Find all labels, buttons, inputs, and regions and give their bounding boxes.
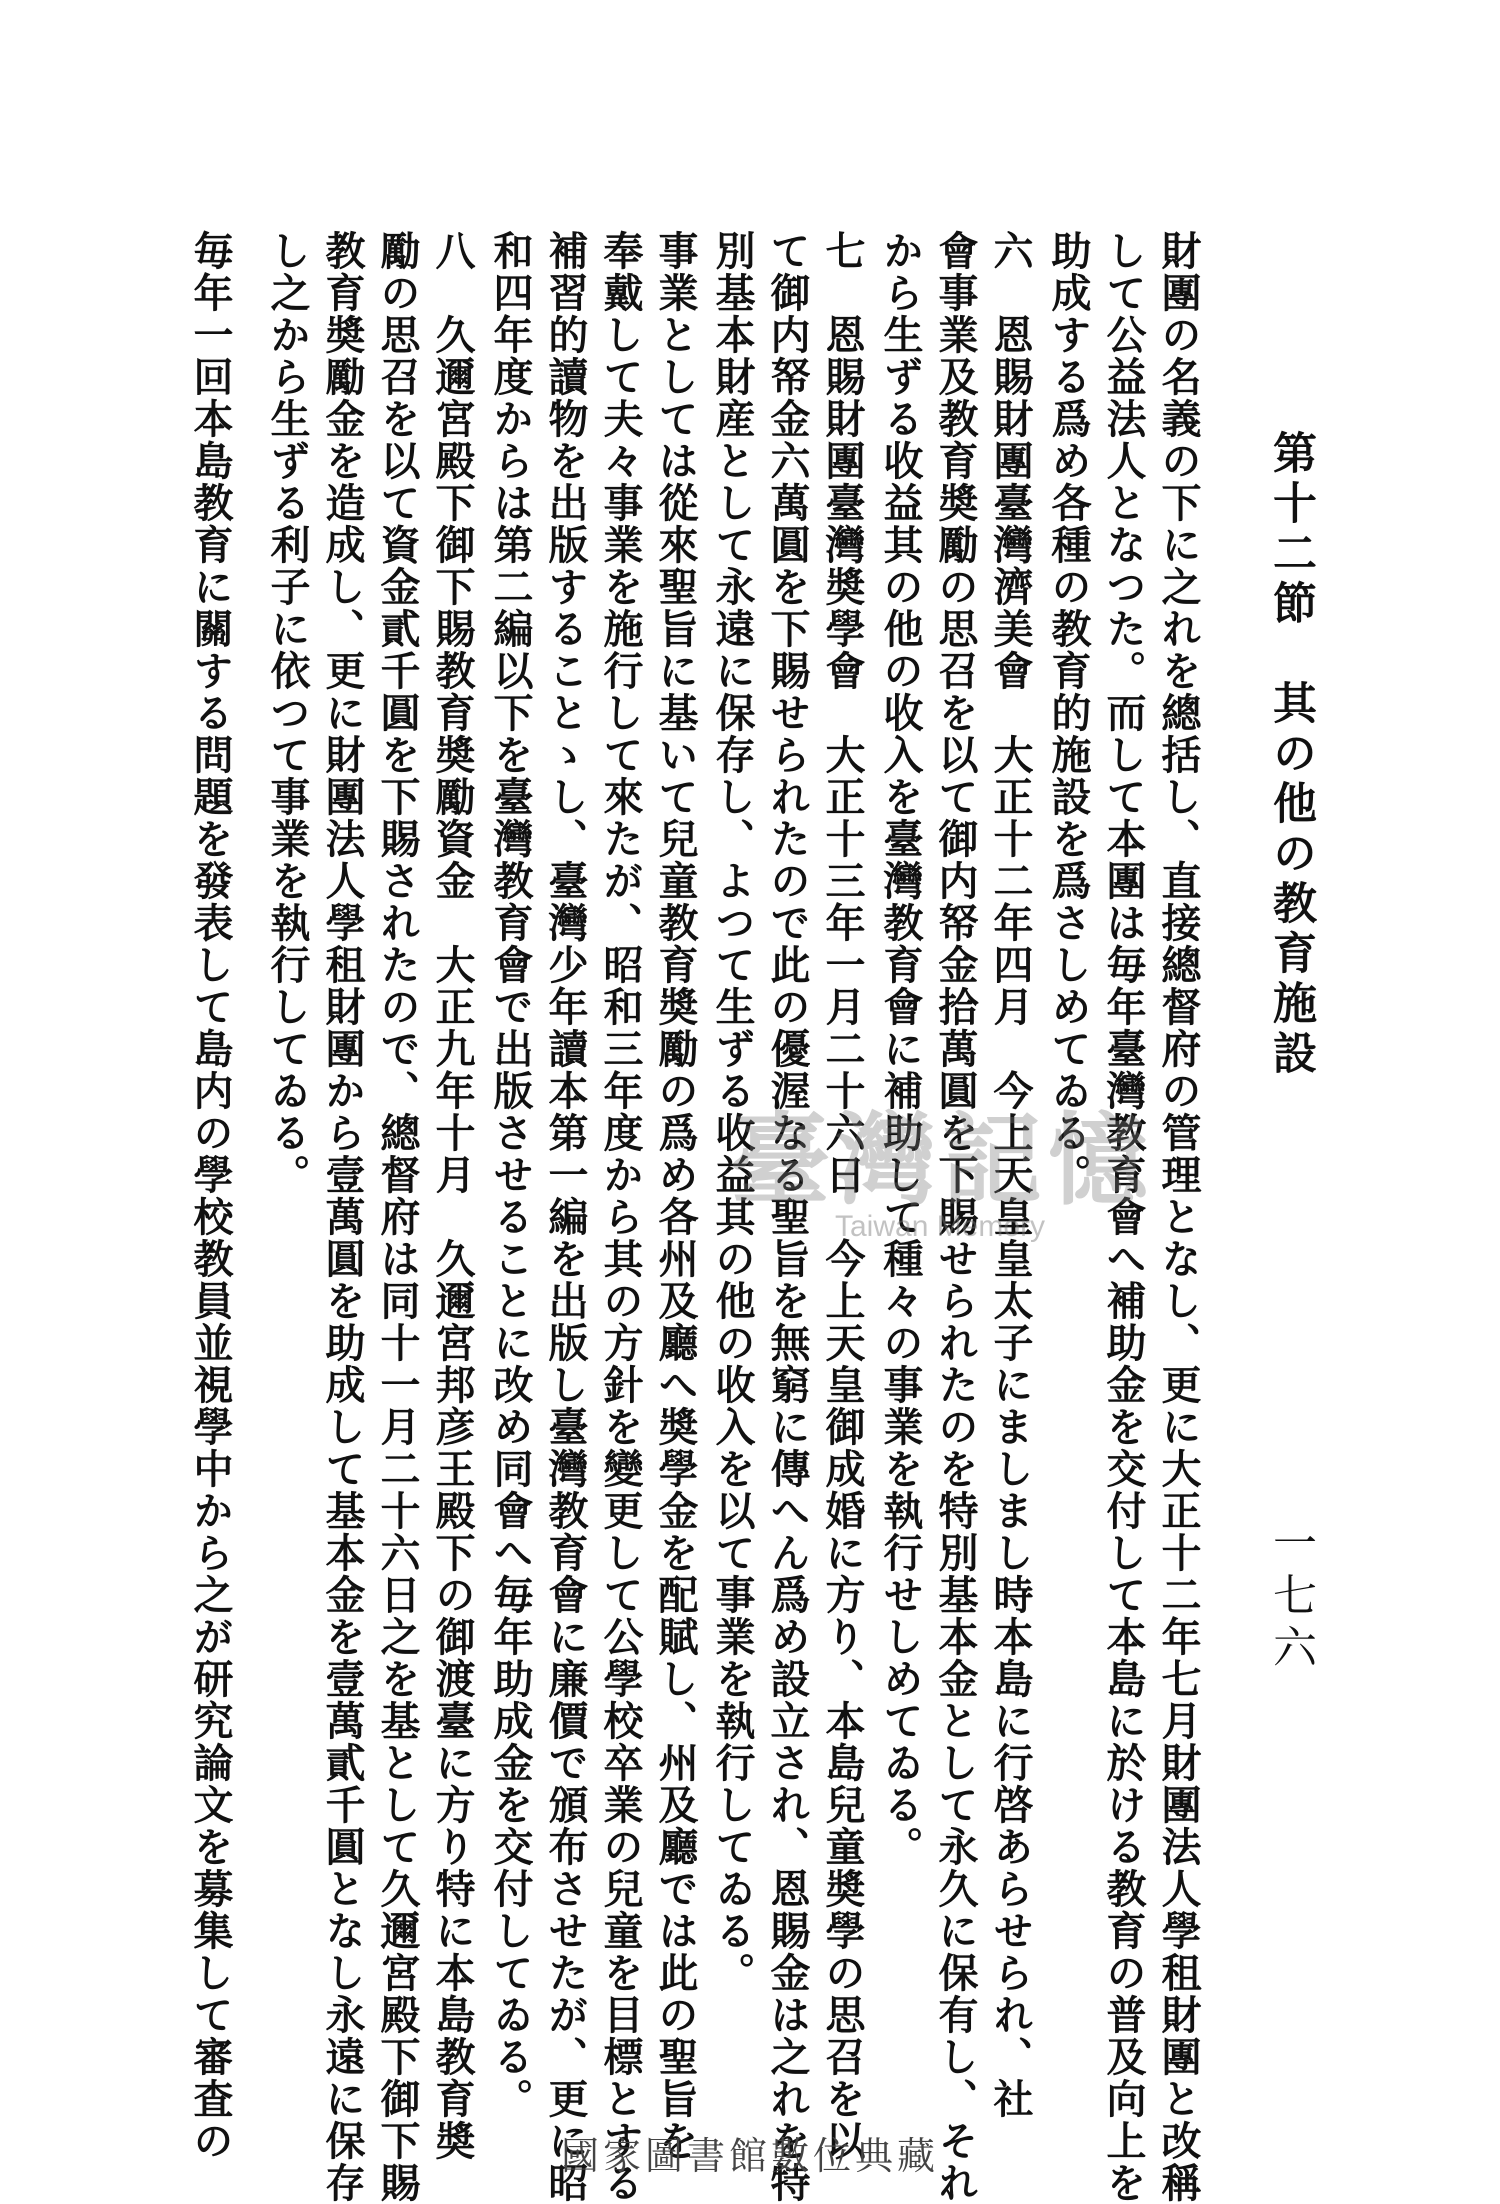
section-7-heading: 七 恩賜財團臺灣奬學會 xyxy=(819,230,866,734)
text-line: 別基本財産として永遠に保存し、よつて生ずる收益其の他の收入を以て事業を執行してゐる。 xyxy=(709,230,756,1994)
text-line: 奉戴して夫々事業を施行して來たが、昭和三年度から其の方針を變更して公學校卒業の兒童を目標とする xyxy=(597,230,644,2204)
section-8-heading: 八 久邇宮殿下御下賜教育奬勵資金 xyxy=(429,230,476,944)
text-line: 和四年度からは第二編以下を臺灣教育會で出版させることに改め同會へ毎年助成金を交付してゐる。 xyxy=(487,230,534,2120)
text-line: 勵の思召を以て資金貳千圓を下賜されたので、總督府は同十一月二十六日之を基として久邇宮殿下御下賜 xyxy=(374,230,421,2204)
text-line: 毎年一回本島教育に關する問題を發表して島内の學校教員並視學中から之が研究論文を募集して審査の xyxy=(187,230,234,2162)
text-line: し之から生ずる利子に依つて事業を執行してゐる。 xyxy=(264,230,311,1196)
section-8-line xyxy=(429,230,476,2162)
page-number: 一七六 xyxy=(1265,1520,1316,1676)
section-6-text: 大正十二年四月 今上天皇皇太子にましまし時本島に行啓あらせられ、社 xyxy=(987,734,1034,2120)
text-line: 補習的讀物を出版することゝし、臺灣少年讀本第一編を出版し臺灣教育會に廉價で頒布させたが、更に昭 xyxy=(542,230,589,2204)
section-8-text: 大正九年十月 久邇宮邦彦王殿下の御渡臺に方り特に本島教育奬 xyxy=(429,944,476,2162)
text-line: から生ずる收益其の他の收入を臺灣教育會に補助して種々の事業を執行せしめてゐる。 xyxy=(877,230,924,1868)
text-line: 會事業及教育奬勵の思召を以て御内帑金拾萬圓を下賜せられたのを特別基本金として永久に保有し、それ xyxy=(932,230,979,2204)
section-7-text: 大正十三年一月二十六日 今上天皇御成婚に方り、本島兒童奬學の思召を以 xyxy=(819,734,866,2162)
text-line: して公益法人となつた。而して本團は毎年臺灣教育會へ補助金を交付して本島に於ける教育の普及向上を xyxy=(1100,230,1147,2204)
text-line: 助成する爲め各種の教育的施設を爲さしめてゐる。 xyxy=(1045,230,1092,1196)
watermark-logo: 臺灣記憶 xyxy=(730,1101,1154,1219)
section-6-heading: 六 恩賜財團臺灣濟美會 xyxy=(987,230,1034,734)
text-line: 教育奬勵金を造成し、更に財團法人學租財團から壹萬圓を助成して基本金を壹萬貳千圓となし永遠に保存 xyxy=(319,230,366,2204)
library-footer: 國家圖書館數位典藏 xyxy=(560,2134,939,2178)
text-line: て御内帑金六萬圓を下賜せられたので此の優渥なる聖旨を無窮に傳へん爲め設立され、恩賜金は之れを特 xyxy=(764,230,811,2204)
running-header: 第十二節 其の他の教育施設 xyxy=(1265,430,1316,1080)
text-line: 財團の名義の下に之れを總括し、直接總督府の管理となし、更に大正十二年七月財團法人學租財團と改稱 xyxy=(1155,230,1202,2204)
watermark-subtitle: Taiwan Memory xyxy=(835,1210,1046,1243)
text-line: 事業としては從來聖旨に基いて兒童教育奬勵の爲め各州及廳へ奬學金を配賦し、州及廳では此の聖旨を xyxy=(652,230,699,2162)
